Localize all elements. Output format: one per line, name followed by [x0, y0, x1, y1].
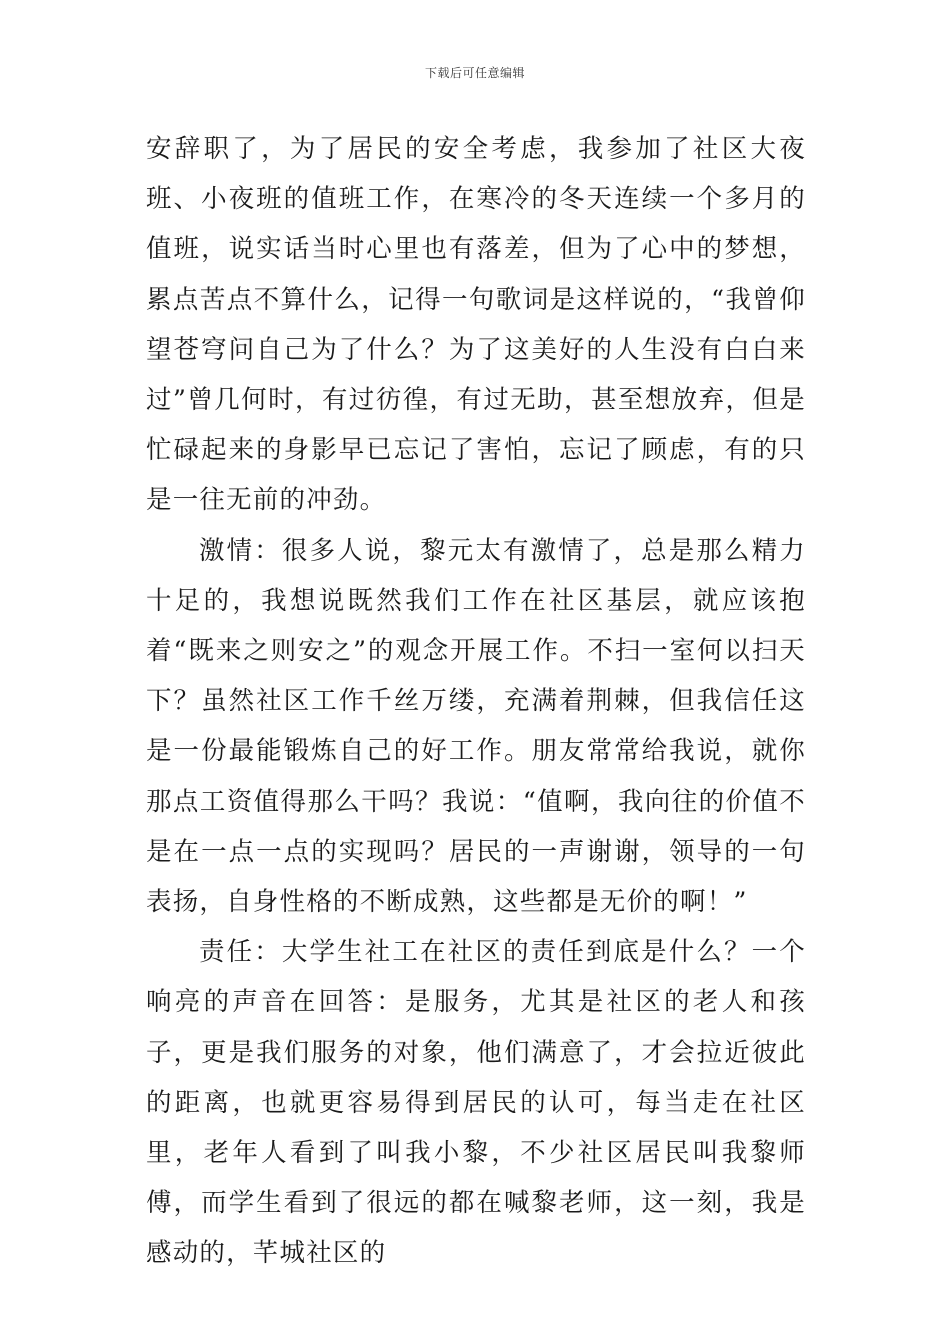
header-note: 下载后可任意编辑: [424, 66, 525, 80]
paragraph-continuation: 安辞职了，为了居民的安全考虑，我参加了社区大夜班、小夜班的值班工作，在寒冷的冬天连续一个多月的值班，说实话当时心里也有落差，但为了心中的梦想，累点苦点不算什么，记得一句歌词是这样说的，“我曾仰望苍穹问自己为了什么？为了这美好的人生没有白白来过”曾几何时，有过彷徨，有过无助，甚至想放弃，但是忙碌起来的身影早已忘记了害怕，忘记了顾虑，有的只是一往无前的冲劲。: [146, 134, 806, 516]
paragraph-responsibility: 责任：大学生社工在社区的责任到底是什么？一个响亮的声音在回答：是服务，尤其是社区的老人和孩子，更是我们服务的对象，他们满意了，才会拉近彼此的距离，也就更容易得到居民的认可，每当走在社区里，老年人看到了叫我小黎，不少社区居民叫我黎师傅，而学生看到了很远的都在喊黎老师，这一刻，我是感动的，芊城社区的: [146, 937, 806, 1269]
paragraph-passion: 激情：很多人说，黎元太有激情了，总是那么精力十足的，我想说既然我们工作在社区基层，就应该抱着“既来之则安之”的观念开展工作。不扫一室何以扫天下？虽然社区工作千丝万缕，充满着荆棘，但我信任这是一份最能锻炼自己的好工作。朋友常常给我说，就你那点工资值得那么干吗？我说：“值啊，我向往的价值不是在一点一点的实现吗？居民的一声谢谢，领导的一句表扬，自身性格的不断成熟，这些都是无价的啊！”: [146, 535, 806, 918]
body-text: [146, 124, 806, 1279]
